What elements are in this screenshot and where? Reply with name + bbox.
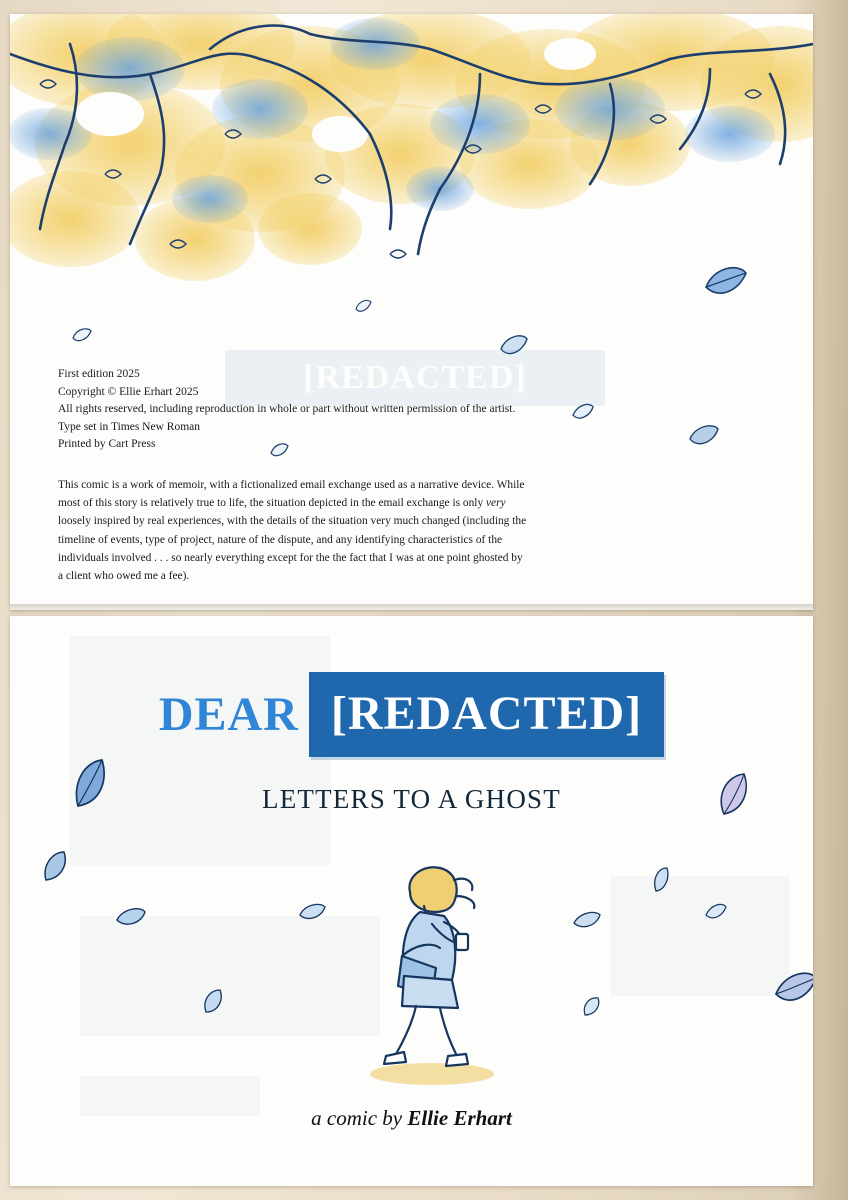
- disclaimer-emphasis: very: [486, 497, 506, 510]
- falling-leaf: [700, 259, 752, 309]
- byline: [10, 1106, 813, 1131]
- foliage-illustration: [10, 14, 813, 344]
- falling-leaf: [570, 908, 604, 932]
- falling-leaf: [570, 399, 596, 425]
- copyright-page: [10, 14, 813, 610]
- colophon-line: Printed by Cart Press: [58, 438, 156, 450]
- falling-leaf: [580, 994, 606, 1020]
- colophon-line: Copyright © Ellie Erhart 2025: [58, 385, 199, 398]
- disclaimer-before: This comic is a work of memoir, with a fictionalized email exchange used as a narrative device. While most of this story is relatively true to life, the situation depicted in the email exchange is only: [58, 479, 525, 510]
- title-redacted-box: [REDACTED]: [309, 672, 664, 757]
- show-through-block: [80, 916, 380, 1036]
- byline-author: Ellie Erhart: [407, 1106, 512, 1130]
- falling-leaf: [353, 296, 373, 316]
- byline-prefix: a comic by: [311, 1106, 408, 1130]
- colophon-line: First edition 2025: [58, 368, 140, 380]
- bleed-through-text: [REDACTED]: [303, 359, 527, 396]
- title-word-dear: DEAR: [158, 688, 299, 741]
- falling-leaf: [70, 324, 94, 346]
- walking-figure-illustration: [340, 856, 520, 1086]
- title-page: [10, 616, 813, 1186]
- colophon-line: All rights reserved, including reproduction in whole or part without written permission of the artist.: [58, 403, 516, 415]
- colophon-block: [58, 366, 558, 454]
- colophon-line: Type set in Times New Roman: [58, 420, 200, 433]
- disclaimer-after: loosely inspired by real experiences, with the details of the situation very much changed (including the timeline of events, type of project, nature of the dispute, and any identifying characteristics of the individuals involved . . . so nearly everything except for the the fact that I was at one point ghosted by a client who owed me a fee).: [58, 515, 527, 583]
- falling-leaf: [497, 329, 531, 363]
- falling-leaf: [686, 419, 722, 453]
- page-title: [10, 672, 813, 757]
- falling-leaf: [40, 848, 74, 886]
- page-subtitle: LETTERS TO A GHOST: [262, 784, 561, 814]
- disclaimer-paragraph: [58, 476, 530, 585]
- show-through-block: [610, 876, 790, 996]
